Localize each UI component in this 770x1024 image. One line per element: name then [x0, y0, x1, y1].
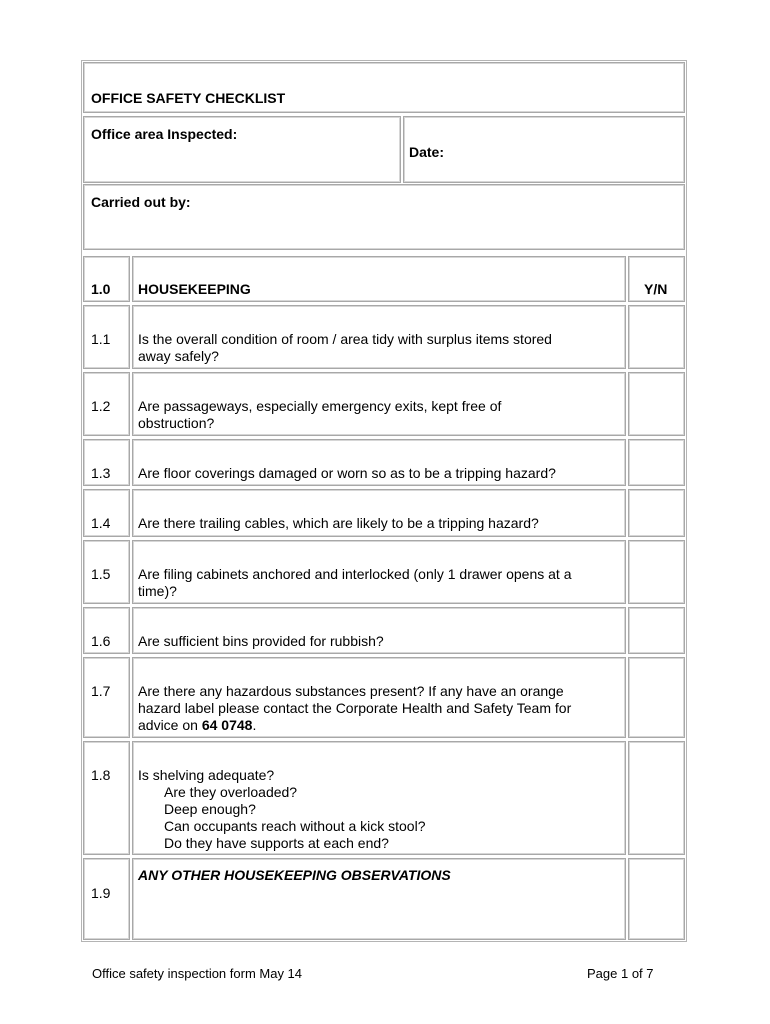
contact-phone-number: 64 0748 [201, 717, 253, 733]
item-question-line: Are there any hazardous substances present? If any have an orange [138, 683, 564, 699]
item-number: 1.9 [91, 885, 111, 901]
item-question-cell [132, 372, 626, 436]
item-question-cell [132, 439, 626, 486]
item-question [138, 633, 384, 650]
item-number-cell [83, 657, 130, 738]
item-number-cell [83, 741, 130, 855]
item-number: 1.5 [91, 566, 111, 582]
item-number: 1.3 [91, 465, 111, 481]
section-title-cell [132, 256, 626, 302]
item-question [138, 515, 539, 532]
item-question-line: Are passageways, especially emergency exits, kept free of [138, 398, 502, 414]
yn-header-cell [628, 256, 685, 302]
item-question [138, 767, 425, 852]
item-question-cell [132, 489, 626, 537]
page-title: OFFICE SAFETY CHECKLIST [91, 90, 286, 106]
item-question-cell [132, 741, 626, 855]
item-question-cell [132, 540, 626, 604]
item-yn-cell[interactable] [628, 305, 685, 369]
section-title: HOUSEKEEPING [138, 281, 251, 297]
item-question-cell [132, 305, 626, 369]
item-number: 1.1 [91, 331, 111, 347]
item-yn-cell[interactable] [628, 540, 685, 604]
item-sub-question: Deep enough? [164, 801, 256, 817]
yn-header: Y/N [644, 281, 668, 297]
date-label: Date: [409, 144, 445, 160]
item-question-line [138, 717, 571, 734]
observations-cell[interactable] [132, 858, 626, 940]
item-number-cell [83, 372, 130, 436]
date-cell[interactable] [403, 116, 685, 183]
item-number-cell [83, 540, 130, 604]
item-question [138, 331, 552, 365]
item-question-line: away safely? [138, 348, 219, 364]
item-question [138, 465, 556, 482]
item-yn-cell[interactable] [628, 489, 685, 537]
advice-suffix: . [252, 717, 257, 733]
item-question-cell [132, 607, 626, 654]
item-number-cell [83, 489, 130, 537]
item-number-cell [83, 439, 130, 486]
item-question [138, 683, 571, 734]
item-question-line: Are filing cabinets anchored and interlocked (only 1 drawer opens at a [138, 566, 572, 582]
item-question-line: Are sufficient bins provided for rubbish? [138, 633, 384, 649]
item-sub-question: Are they overloaded? [164, 784, 298, 800]
office-area-label: Office area Inspected: [91, 126, 238, 142]
item-yn-cell[interactable] [628, 657, 685, 738]
item-yn-cell[interactable] [628, 372, 685, 436]
item-number-cell [83, 858, 130, 940]
office-area-cell[interactable] [83, 116, 401, 183]
item-question [138, 398, 501, 432]
item-number: 1.7 [91, 683, 111, 699]
item-question-line: time)? [138, 583, 177, 599]
item-question-line: obstruction? [138, 415, 215, 431]
title-cell [83, 62, 685, 113]
item-yn-cell[interactable] [628, 741, 685, 855]
item-number: 1.4 [91, 515, 111, 531]
item-number: 1.8 [91, 767, 111, 783]
item-yn-cell[interactable] [628, 607, 685, 654]
section-number-cell [83, 256, 130, 302]
advice-prefix: advice on [138, 717, 202, 733]
item-number: 1.6 [91, 633, 111, 649]
item-yn-cell[interactable] [628, 858, 685, 940]
item-question-cell [132, 657, 626, 738]
item-sub-question: Do they have supports at each end? [164, 835, 389, 851]
footer-page-number: Page 1 of 7 [587, 966, 654, 981]
observations-heading: ANY OTHER HOUSEKEEPING OBSERVATIONS [138, 867, 451, 883]
item-number-cell [83, 305, 130, 369]
item-number: 1.2 [91, 398, 111, 414]
section-number: 1.0 [91, 281, 111, 297]
item-question-line: hazard label please contact the Corporate Health and Safety Team for [138, 700, 572, 716]
carried-out-cell[interactable] [83, 184, 685, 250]
item-question-line: Are there trailing cables, which are likely to be a tripping hazard? [138, 515, 539, 531]
item-sub-question: Can occupants reach without a kick stool? [164, 818, 426, 834]
item-question-line: Are floor coverings damaged or worn so as to be a tripping hazard? [138, 465, 556, 481]
carried-out-label: Carried out by: [91, 194, 191, 210]
item-yn-cell[interactable] [628, 439, 685, 486]
item-number-cell [83, 607, 130, 654]
footer-form-name: Office safety inspection form May 14 [92, 966, 303, 981]
item-question [138, 566, 571, 600]
item-question-line: Is the overall condition of room / area tidy with surplus items stored [138, 331, 552, 347]
item-question-line: Is shelving adequate? [138, 767, 275, 783]
